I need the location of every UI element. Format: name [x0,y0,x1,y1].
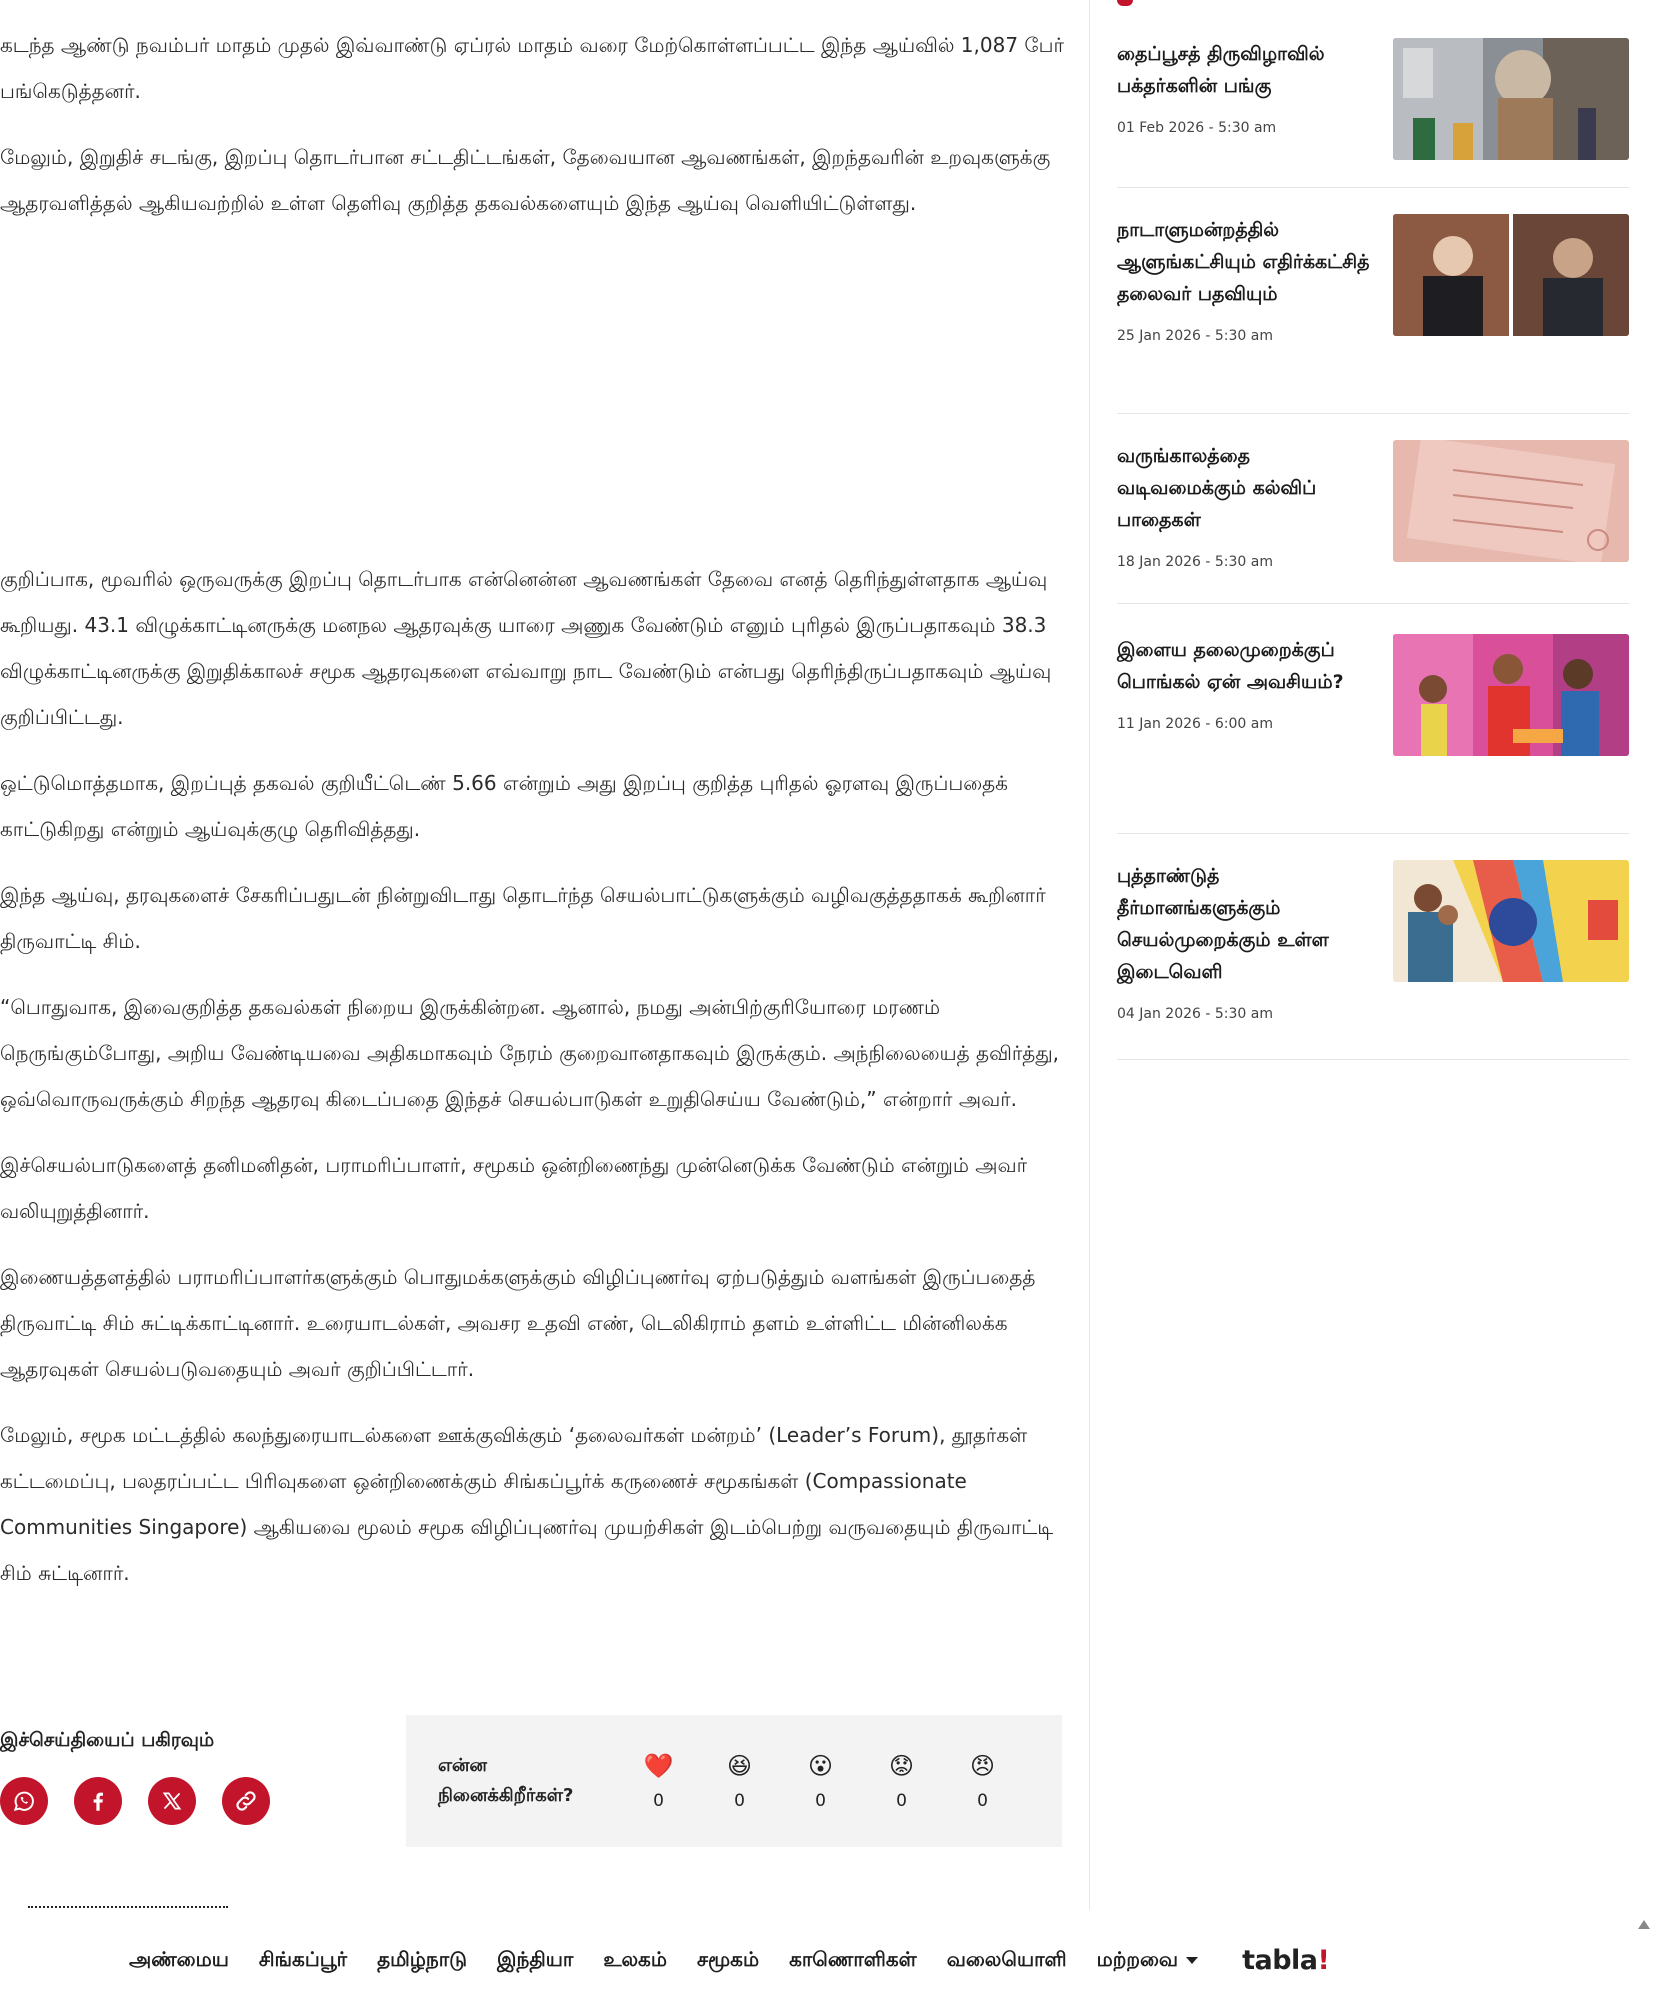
surprised-face-icon: 😮 [807,1752,834,1780]
heart-icon: ❤️ [643,1752,674,1780]
share-buttons [0,1777,270,1825]
reaction-panel [406,1715,1062,1847]
nav-latest[interactable]: அண்மைய [129,1946,229,1971]
article-paragraph: ஒட்டுமொத்தமாக, இறப்புத் தகவல் குறியீட்டெண் 5.66 என்றும் அது இறப்பு குறித்த புரிதல் ஓரளவு இருப்பதைக் காட்டுகிறது என்றும் ஆய்வுக்குழு தெரிவித்தது. [0,771,1008,841]
nav-videos[interactable]: காணொளிகள் [789,1946,917,1971]
sidebar-article[interactable] [1117,214,1629,414]
nav-tamilnadu[interactable]: தமிழ்நாடு [377,1946,468,1971]
reaction-count: 0 [977,1791,988,1811]
article-body [0,22,1070,1616]
article-paragraph: இச்செயல்பாடுகளைத் தனிமனிதன், பராமரிப்பாளர், சமூகம் ஒன்றிணைந்து முன்னெடுக்க வேண்டும் என்றும் அவர் வலியுறுத்தினார். [0,1153,1028,1223]
sidebar-article-title[interactable]: புத்தாண்டுத் தீர்மானங்களுக்கும் செயல்முறைக்கும் உள்ள இடைவெளி [1117,865,1329,983]
copy-link-button[interactable] [222,1777,270,1825]
reaction-question: என்ன நினைக்கிறீர்கள்? [438,1755,574,1806]
logo-text: tabla [1242,1944,1318,1976]
nav-world[interactable]: உலகம் [603,1946,667,1971]
facebook-share-button[interactable] [74,1777,122,1825]
sidebar-article-date: 11 Jan 2026 - 6:00 am [1117,716,1273,732]
sidebar-article-thumbnail[interactable] [1393,860,1629,982]
article-paragraph: “பொதுவாக, இவைகுறித்த தகவல்கள் நிறைய இருக்கின்றன. ஆனால், நமது அன்பிற்குரியோரை மரணம் நெருங்கும்போது, அறிய வேண்டியவை அதிகமாகவும் நேரம் குறைவானதாகவும் இருக்கும். அந்நிலையைத் தவிர்த்து, ஒவ்வொருவருக்கும் சிறந்த ஆதரவு கிடைப்பதை இந்தச் செயல்பாடுகள் உறுதிசெய்ய வேண்டும்,” என்றார் அவர். [0,995,1060,1111]
sidebar-article-thumbnail[interactable] [1393,38,1629,160]
reaction-count: 0 [896,1791,907,1811]
ad-placeholder [0,246,1070,556]
nav-community[interactable]: சமூகம் [696,1946,760,1971]
x-icon [159,1788,185,1814]
reaction-sad[interactable] [881,1751,922,1811]
bottom-navigation [0,1916,1656,2004]
whatsapp-icon [11,1788,37,1814]
reaction-love[interactable] [638,1751,679,1811]
tabla-logo[interactable] [1242,1945,1329,1976]
sidebar-article-thumbnail[interactable] [1393,214,1629,336]
angry-face-icon: 😠 [969,1752,996,1780]
sidebar-article-date: 04 Jan 2026 - 5:30 am [1117,1006,1273,1022]
share-title: இச்செய்தியைப் பகிரவும் [0,1729,215,1751]
truncated-heading [28,1906,228,1916]
section-accent [1117,0,1133,6]
nav-more-dropdown[interactable] [1097,1947,1198,1974]
sidebar-article-thumbnail[interactable] [1393,634,1629,756]
sidebar-article-title[interactable]: இளைய தலைமுறைக்குப் பொங்கல் ஏன் அவசியம்? [1117,639,1344,693]
sidebar-article-date: 25 Jan 2026 - 5:30 am [1117,328,1273,344]
reaction-laugh[interactable] [719,1751,760,1811]
article-paragraph: கடந்த ஆண்டு நவம்பர் மாதம் முதல் இவ்வாண்டு ஏப்ரல் மாதம் வரை மேற்கொள்ளப்பட்ட இந்த ஆய்வில் 1,087 பேர் பங்கெடுத்தனர். [0,33,1064,103]
sidebar-article[interactable] [1117,860,1629,1060]
sidebar-article[interactable] [1117,634,1629,834]
laughing-face-icon: 😆 [726,1752,753,1780]
sidebar-article-date: 18 Jan 2026 - 5:30 am [1117,554,1273,570]
worried-face-icon: 😟 [888,1752,915,1780]
reaction-list [638,1751,1003,1811]
reaction-count: 0 [815,1791,826,1811]
reaction-wow[interactable] [800,1751,841,1811]
reaction-angry[interactable] [962,1751,1003,1811]
nav-india[interactable]: இந்தியா [497,1946,574,1971]
nav-singapore[interactable]: சிங்கப்பூர் [258,1946,348,1971]
reaction-count: 0 [734,1791,745,1811]
sidebar-article[interactable] [1117,440,1629,604]
article-paragraph: மேலும், இறுதிச் சடங்கு, இறப்பு தொடர்பான சட்டதிட்டங்கள், தேவையான ஆவணங்கள், இறந்தவரின் உறவுகளுக்கு ஆதரவளித்தல் ஆகியவற்றில் உள்ள தெளிவு குறித்த தகவல்களையும் இந்த ஆய்வு வெளியிட்டுள்ளது. [0,145,1051,215]
sidebar-article[interactable] [1117,38,1629,188]
sidebar-article-title[interactable]: வருங்காலத்தை வடிவமைக்கும் கல்விப் பாதைகள் [1117,445,1317,531]
share-reaction-section [0,1715,1070,1850]
column-divider [1089,0,1090,1910]
article-paragraph: இந்த ஆய்வு, தரவுகளைச் சேகரிப்பதுடன் நின்றுவிடாது தொடர்ந்த செயல்பாட்டுகளுக்கும் வழிவகுத்ததாகக் கூறினார் திருவாட்டி சிம். [0,883,1046,953]
nav-more-label: மற்றவை [1096,1946,1179,1971]
x-share-button[interactable] [148,1777,196,1825]
scroll-up-arrow-icon[interactable] [1638,1920,1650,1929]
sidebar-article-thumbnail[interactable] [1393,440,1629,562]
link-icon [233,1788,259,1814]
facebook-icon [85,1788,111,1814]
article-paragraph: இணையத்தளத்தில் பராமரிப்பாளர்களுக்கும் பொதுமக்களுக்கும் விழிப்புணர்வு ஏற்படுத்தும் வளங்கள் இருப்பதைத் திருவாட்டி சிம் சுட்டிக்காட்டினார். உரையாடல்கள், அவசர உதவி எண், டெலிகிராம் தளம் உள்ளிட்ட மின்னிலக்க ஆதரவுகள் செயல்படுவதையும் அவர் குறிப்பிட்டார். [0,1265,1036,1381]
chevron-down-icon [1186,1957,1198,1964]
article-paragraph: குறிப்பாக, மூவரில் ஒருவருக்கு இறப்பு தொடர்பாக என்னென்ன ஆவணங்கள் தேவை எனத் தெரிந்துள்ளதாக ஆய்வு கூறியது. 43.1 விழுக்காட்டினருக்கு மனநல ஆதரவுக்கு யாரை அணுக வேண்டும் எனும் புரிதல் இருப்பதாகவும் 38.3 விழுக்காட்டினருக்கு இறுதிக்காலச் சமூக ஆதரவுகளை எவ்வாறு நாட வேண்டும் என்பது தெரிந்திருப்பதாகவும் ஆய்வு குறிப்பிட்டது. [0,567,1052,729]
sidebar-article-title[interactable]: தைப்பூசத் திருவிழாவில் பக்தர்களின் பங்கு [1117,43,1325,97]
whatsapp-share-button[interactable] [0,1777,48,1825]
nav-podcast[interactable]: வலையொளி [946,1946,1067,1971]
reaction-count: 0 [653,1791,664,1811]
article-paragraph: மேலும், சமூக மட்டத்தில் கலந்துரையாடல்களை ஊக்குவிக்கும் ‘தலைவர்கள் மன்றம்’ (Leader’s Forum), தூதர்கள் கட்டமைப்பு, பலதரப்பட்ட பிரிவுகளை ஒன்றிணைக்கும் சிங்கப்பூர்க் கருணைச் சமூகங்கள் (Compassionate Communities Singapore) ஆகியவை மூலம் சமூக விழிப்புணர்வு முயற்சிகள் இடம்பெற்று வருவதையும் திருவாட்டி சிம் சுட்டினார். [0,1423,1054,1585]
logo-mark: ! [1317,1944,1330,1976]
sidebar-article-title[interactable]: நாடாளுமன்றத்தில் ஆளுங்கட்சியும் எதிர்க்கட்சித் தலைவர் பதவியும் [1117,219,1370,305]
sidebar-article-date: 01 Feb 2026 - 5:30 am [1117,120,1277,136]
